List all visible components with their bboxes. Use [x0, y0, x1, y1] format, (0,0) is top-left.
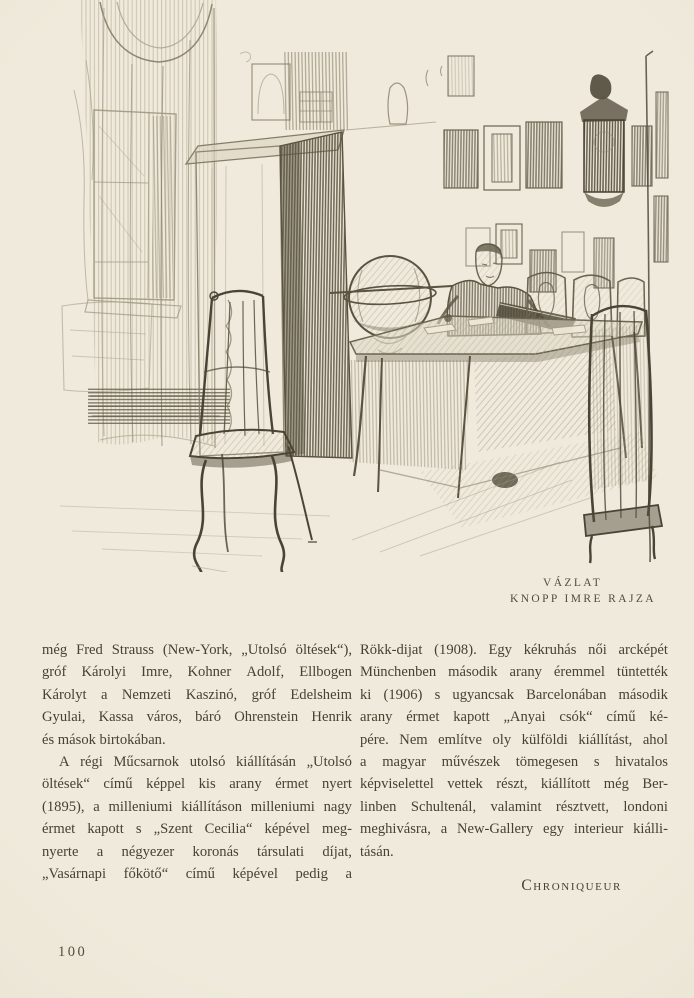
- text-line: ki (1906) s ugyancsak Barcelonában második: [360, 686, 668, 703]
- wall-clock-sketch: [580, 74, 628, 207]
- text-line: A régi Műcsarnok utolsó kiállításán „Utolsó: [59, 753, 352, 770]
- text-line: öltések“ című képpel kis arany érmet nyert: [42, 776, 352, 793]
- text-line: érmet kapott s „Szent Cecilia“ képével meg-: [42, 821, 352, 838]
- pictures-wall-sketch: [426, 56, 668, 292]
- text-line: linben Schultenál, valamint résztvett, londoni: [360, 798, 668, 815]
- text-line: még Fred Strauss (New-York, „Utolsó öltések“),: [42, 642, 352, 658]
- illustration-caption: [510, 576, 670, 607]
- article-column-left: [42, 642, 352, 888]
- text-line: és mások birtokában.: [42, 731, 166, 748]
- text-line: tásán.: [360, 843, 394, 860]
- text-line: arany érmet kapott „Anyai csók“ című ké-: [360, 709, 668, 726]
- text-line: Münchenben második arany éremmel tüntették: [360, 664, 668, 681]
- text-line: pére. Nem említve oly külföldi kiállítást, ahol: [360, 731, 668, 748]
- text-line: Rökk-dijat (1908). Egy kékruhás női arcképét: [360, 642, 668, 658]
- text-line: Károlyt a Nemzeti Kaszinó, gróf Edelsheim: [42, 686, 352, 703]
- text-line: a magyar művészek tömegesen s hivatalos: [360, 753, 668, 770]
- chair-right-sketch: [584, 306, 662, 563]
- page-number: 100: [58, 944, 88, 960]
- article-column-right-lines: [360, 642, 668, 866]
- article-signature: Chroniqueur: [521, 876, 622, 894]
- text-line: meghivásra, a New-Gallery egy interieur kiálli-: [360, 821, 668, 838]
- text-line: „Vasárnapi főkötő“ című képével pedig a: [42, 865, 352, 882]
- curtain-sketch: [74, 0, 218, 448]
- text-line: képviselettel vettek részt, kiállított még Ber-: [360, 776, 668, 793]
- caption-title: VÁZLAT: [543, 577, 603, 589]
- text-line: gróf Károlyi Imre, Kohner Adolf, Ellbogen: [42, 664, 352, 681]
- text-line: (1895), a milleniumi kiállításon milleniumi nagy: [42, 798, 352, 815]
- text-line: nyerte a négyezer koronás társulati díjat,: [42, 843, 352, 860]
- text-line: Gyulai, Kassa város, báró Ohrenstein Henrik: [42, 709, 352, 726]
- article-column-right: [360, 642, 668, 895]
- caption-artist: KNOPP IMRE RAJZA: [510, 592, 656, 605]
